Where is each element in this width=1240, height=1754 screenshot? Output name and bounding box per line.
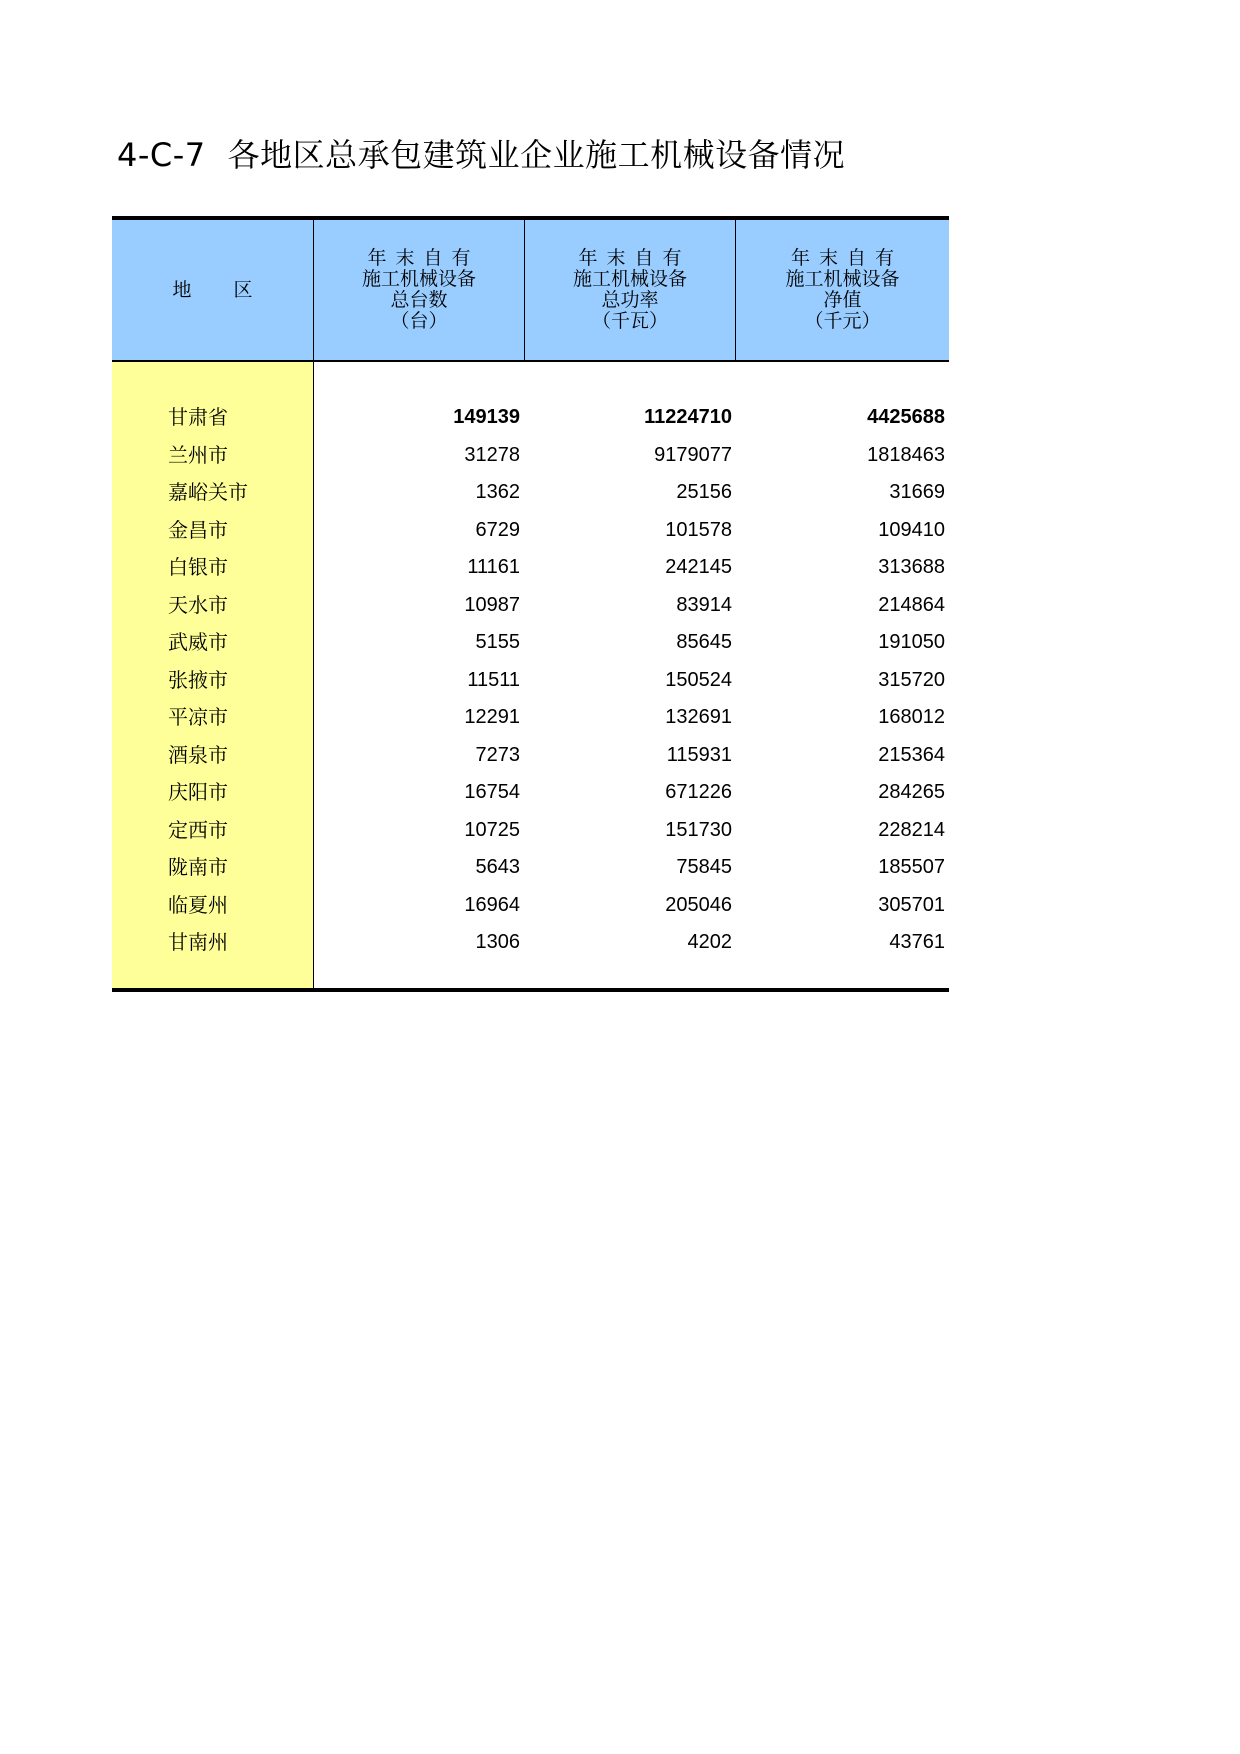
power-cell: 115931 (666, 743, 732, 766)
header-power-line1: 年末自有 (578, 247, 691, 269)
power-cell: 671226 (665, 781, 732, 803)
table-row (314, 924, 949, 962)
value-cell: 4425688 (867, 406, 945, 428)
power-cell: 85645 (676, 631, 732, 653)
power-cell: 151730 (665, 818, 732, 841)
header-power-line3: 总功率 (601, 289, 659, 311)
value-cell: 228214 (878, 818, 945, 841)
value-cell: 305701 (878, 893, 945, 916)
table-row (314, 437, 949, 475)
header-power-line4: （千瓦） (591, 310, 668, 332)
region-name: 武威市 (168, 630, 228, 654)
table-body (112, 362, 949, 988)
region-name: 天水市 (168, 592, 228, 617)
table-row (314, 887, 949, 925)
region-name: 甘南州 (168, 930, 228, 954)
table-row (314, 512, 949, 550)
region-name: 陇南市 (168, 855, 228, 879)
units-cell: 5155 (475, 631, 520, 653)
value-cell: 315720 (878, 668, 945, 691)
value-cell: 185507 (878, 856, 945, 878)
power-cell: 25156 (676, 481, 732, 503)
table-row (314, 662, 949, 700)
table-code: 4-C-7 (117, 136, 206, 174)
header-value (736, 220, 949, 360)
header-power-line2: 施工机械设备 (572, 268, 687, 290)
power-cell: 132691 (665, 706, 732, 728)
value-cell: 43761 (889, 931, 945, 953)
units-cell: 10987 (464, 593, 520, 616)
power-cell: 83914 (676, 593, 732, 616)
region-name: 兰州市 (168, 442, 228, 467)
units-cell: 6729 (475, 518, 520, 541)
region-name: 甘肃省 (168, 405, 228, 429)
table-row (314, 699, 949, 737)
header-region: 地 区 (112, 220, 314, 360)
value-cell: 168012 (878, 706, 945, 728)
value-cell: 191050 (878, 631, 945, 653)
power-cell: 11224710 (644, 406, 732, 428)
table-row (314, 624, 949, 662)
header-units-line2: 施工机械设备 (361, 268, 476, 290)
table-row (314, 812, 949, 850)
header-units (314, 220, 525, 360)
page-title (117, 130, 845, 176)
table-title-text: 各地区总承包建筑业企业施工机械设备情况 (227, 136, 846, 174)
table-row (314, 849, 949, 887)
region-name: 嘉峪关市 (168, 480, 248, 504)
header-units-line4: （台） (390, 310, 448, 332)
units-cell: 5643 (475, 856, 520, 878)
units-cell: 1306 (475, 931, 520, 953)
power-cell: 75845 (676, 856, 732, 878)
table-header (112, 220, 949, 362)
units-cell: 149139 (453, 406, 520, 428)
units-cell: 1362 (475, 481, 520, 503)
value-cell: 109410 (878, 518, 945, 541)
power-cell: 4202 (687, 931, 732, 953)
power-cell: 205046 (665, 893, 732, 916)
units-cell: 11161 (467, 556, 520, 578)
region-name: 白银市 (168, 555, 228, 579)
data-columns (314, 362, 949, 988)
units-cell: 31278 (464, 443, 520, 466)
region-name: 临夏州 (168, 892, 228, 917)
units-cell: 7273 (475, 743, 520, 766)
region-name: 金昌市 (168, 517, 228, 542)
header-power (525, 220, 736, 360)
value-cell: 214864 (878, 593, 945, 616)
region-name: 定西市 (168, 817, 228, 842)
table-row (314, 474, 949, 512)
units-cell: 10725 (464, 818, 520, 841)
units-cell: 11511 (467, 668, 520, 691)
header-value-line1: 年末自有 (790, 247, 903, 269)
header-units-line1: 年末自有 (367, 247, 480, 269)
region-name: 平凉市 (168, 705, 228, 729)
table-row (314, 737, 949, 775)
power-cell: 9179077 (654, 443, 732, 466)
header-value-line4: （千元） (804, 310, 881, 332)
header-value-line2: 施工机械设备 (785, 268, 900, 290)
value-cell: 31669 (889, 481, 945, 503)
table-row (314, 587, 949, 625)
data-table (112, 216, 949, 992)
header-units-line3: 总台数 (390, 289, 448, 311)
region-column (112, 362, 314, 988)
value-cell: 284265 (878, 781, 945, 803)
value-cell: 215364 (878, 743, 945, 766)
units-cell: 16964 (464, 893, 520, 916)
region-name: 庆阳市 (168, 780, 228, 804)
table-row (314, 549, 949, 587)
units-cell: 16754 (464, 781, 520, 803)
power-cell: 150524 (665, 668, 732, 691)
value-cell: 313688 (878, 556, 945, 578)
region-name: 酒泉市 (168, 742, 228, 767)
value-cell: 1818463 (867, 443, 945, 466)
units-cell: 12291 (464, 706, 520, 728)
power-cell: 242145 (665, 556, 732, 578)
table-row (314, 399, 949, 437)
region-name: 张掖市 (168, 667, 228, 692)
table-row (314, 774, 949, 812)
header-value-line3: 净值 (823, 289, 862, 311)
power-cell: 101578 (665, 518, 732, 541)
